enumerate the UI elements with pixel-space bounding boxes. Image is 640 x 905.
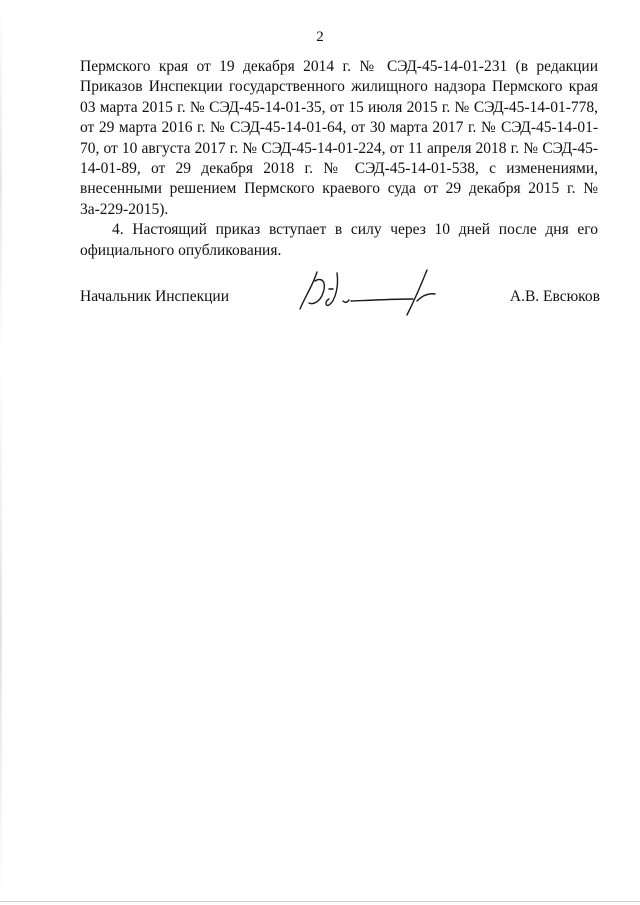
paragraph-references: Пермского края от 19 декабря 2014 г. № СЭД-45-14-01-231 (в редакции Приказов Инспекции государственного жилищного надзора Пермского края 03 марта 2015 г. № СЭД-45-14-01-35, от 15 июля 2015 г. № СЭД-45-14-01-778, от 29 марта 2016 г. № СЭД-45-14-01-64, от 30 марта 2017 г. № СЭД-45-14-01-70, от 10 августа 2017 г. № СЭД-45-14-01-224, от 11 апреля 2018 г. № СЭД-45-14-01-89, от 29 декабря 2018 г. № СЭД-45-14-01-538, с изменениями, внесенными решением Пермского краевого суда от 29 декабря 2015 г. № 3а-229-2015). [80, 58, 598, 218]
scan-bottom-edge [0, 901, 640, 902]
paragraph-effective-date: 4. Настоящий приказ вступает в силу через 10 дней после дня его официального опубликования. [80, 221, 598, 259]
document-body [80, 57, 598, 261]
scan-edge-shadow [0, 0, 2, 905]
signature-block [80, 267, 600, 327]
signer-position: Начальник Инспекции [80, 288, 230, 305]
page-number: 2 [316, 29, 324, 45]
signer-name: А.В. Евсюков [509, 288, 600, 305]
handwritten-signature [295, 267, 445, 322]
